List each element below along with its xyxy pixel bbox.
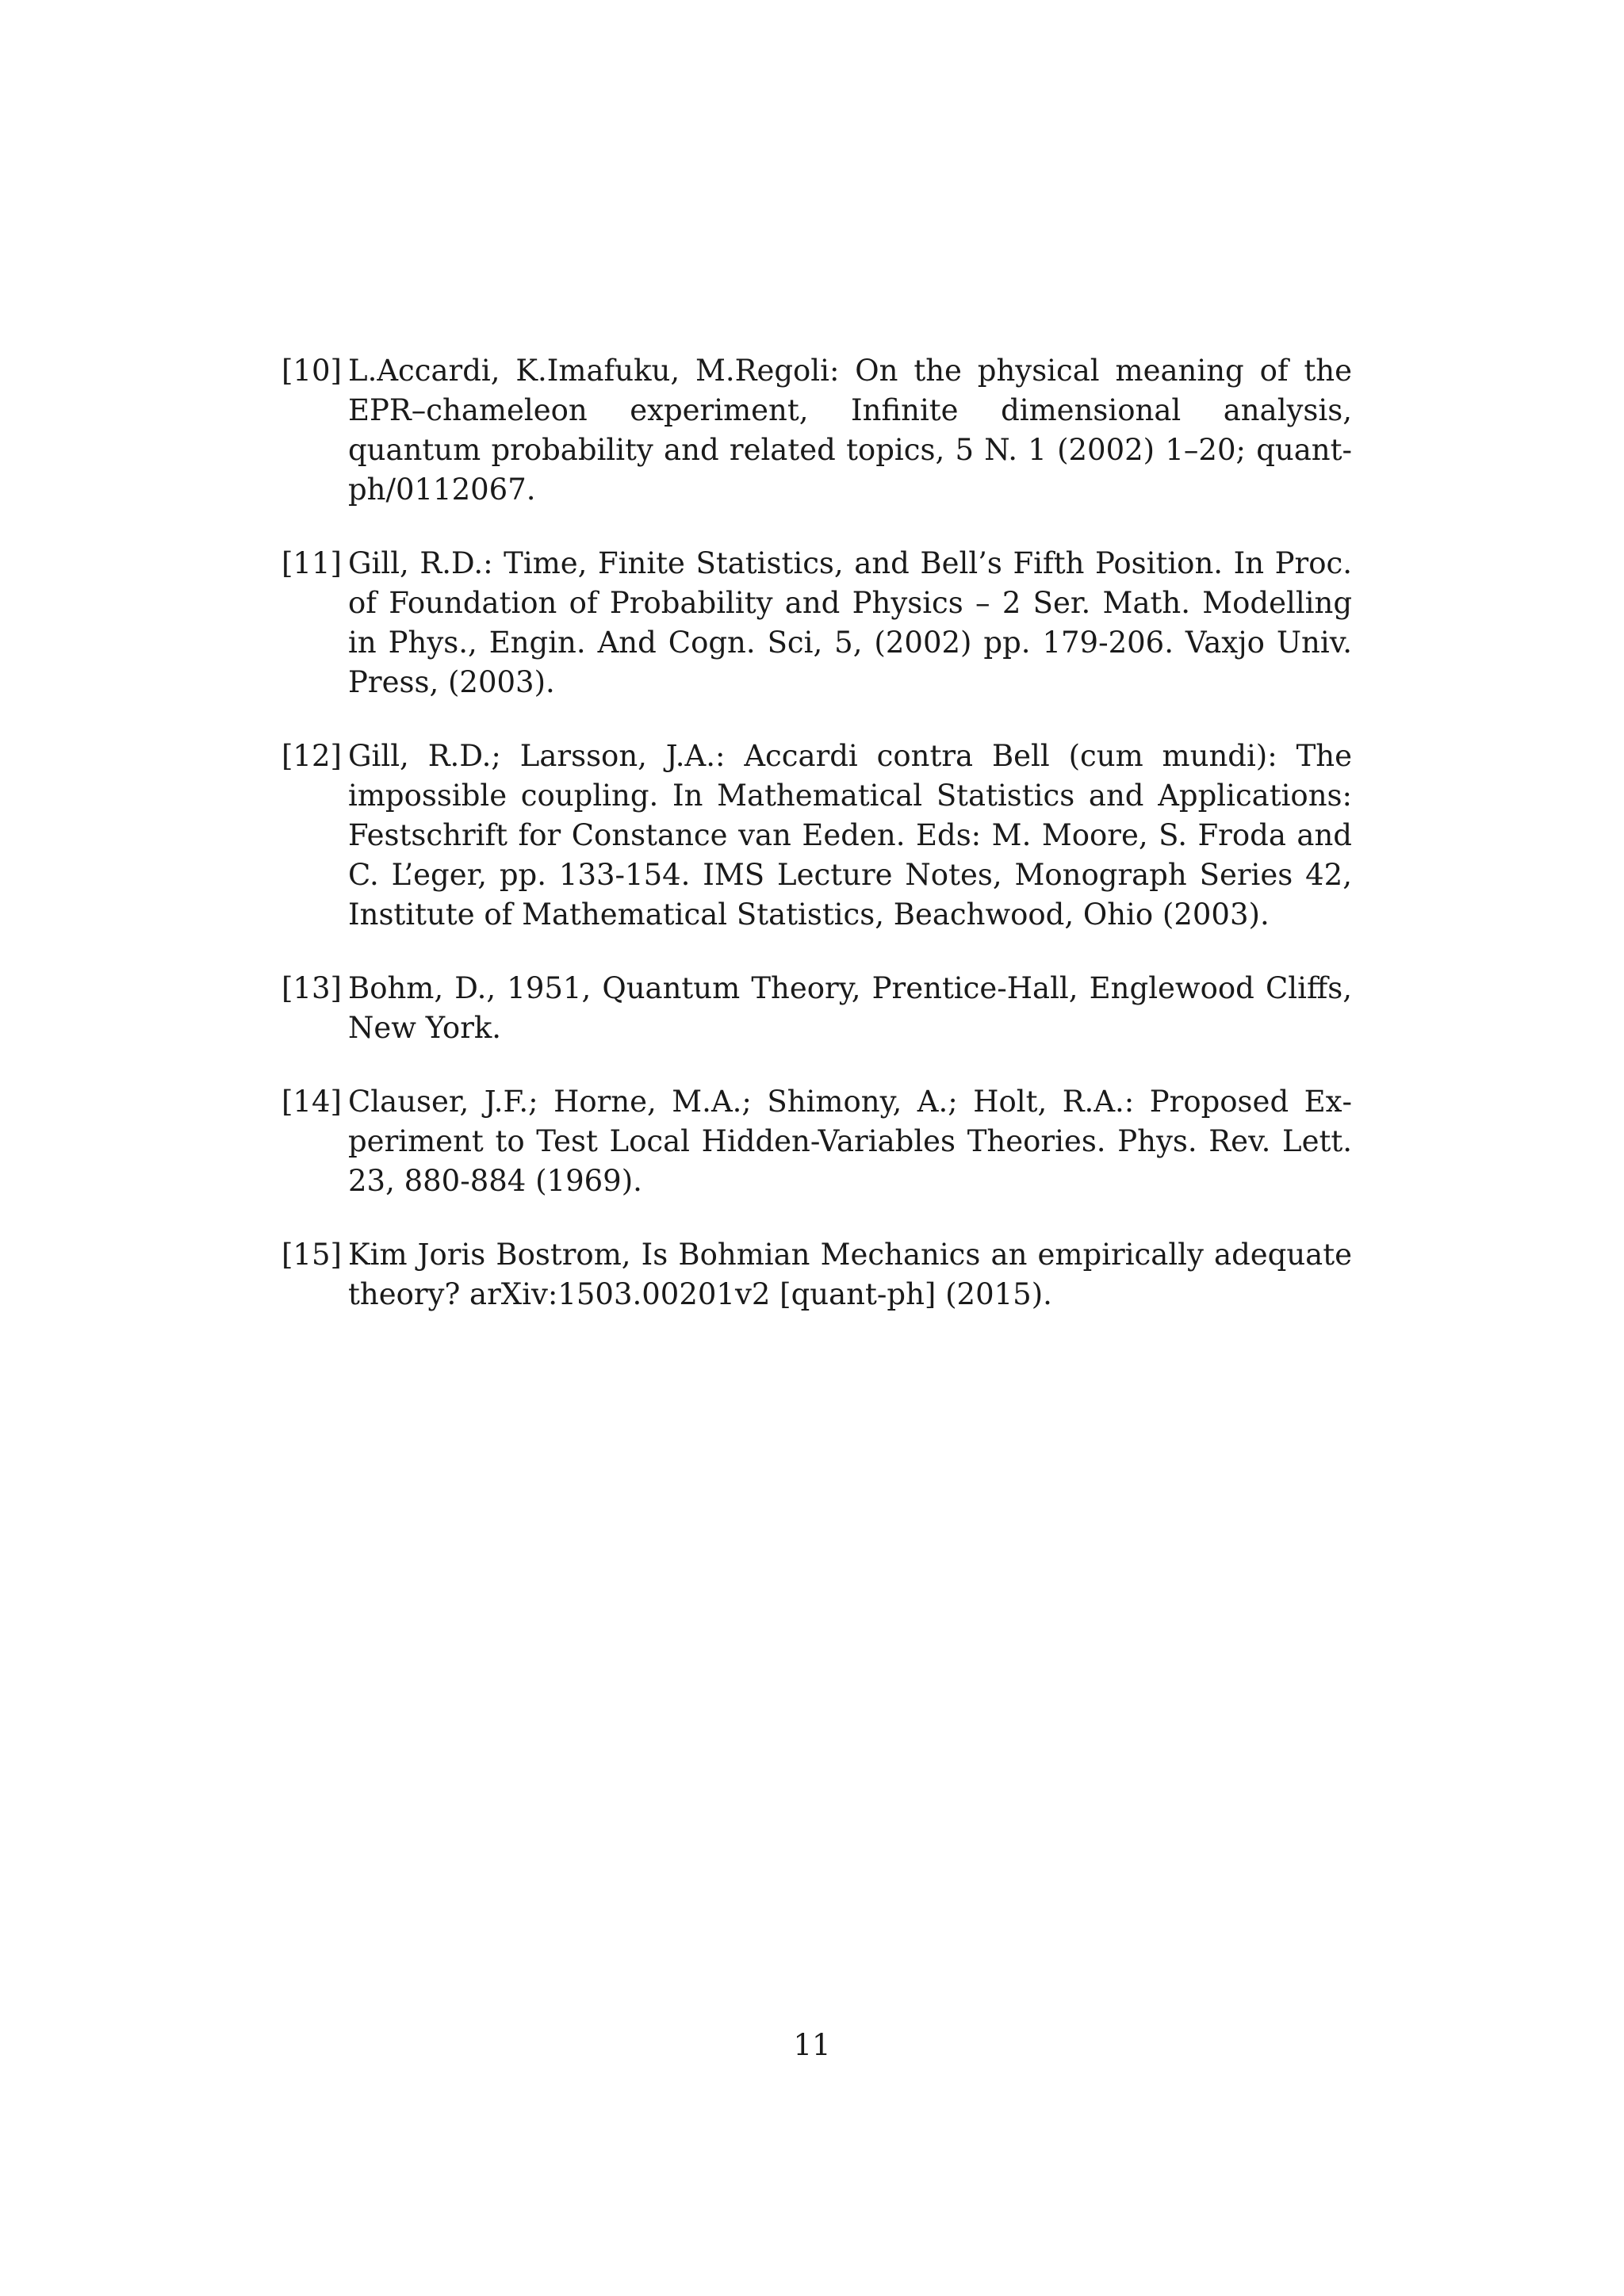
reference-item <box>282 737 1352 935</box>
reference-number: [11] <box>282 546 342 580</box>
reference-item <box>282 1082 1352 1201</box>
reference-text: Gill, R.D.: Time, Finite Statistics, and Bell’s Fifth Position. In Proc. of Foundation of Probability and Physics – 2 Ser. Math. Modelling in Phys., Engin. And Cogn. Sci, 5, (2002) pp. 179-206. Vaxjo Univ. Press, (2003). <box>348 546 1352 699</box>
reference-text: Gill, R.D.; Larsson, J.A.: Accardi contra Bell (cum mundi): The impossible coupling. In Mathematical Statistics and Applications: Festschrift for Constance van Eeden. Eds: M. Moore, S. Froda and C. L’eger, pp. 133-154. IMS Lecture Notes, Monograph Series 42, Institute of Mathematical Statistics, Beachwood, Ohio (2003). <box>348 739 1352 932</box>
reference-item <box>282 1235 1352 1314</box>
reference-item <box>282 544 1352 702</box>
reference-item <box>282 969 1352 1048</box>
reference-list <box>282 351 1352 1349</box>
reference-number: [13] <box>282 971 342 1005</box>
reference-number: [14] <box>282 1085 342 1119</box>
reference-item <box>282 351 1352 510</box>
reference-text: Bohm, D., 1951, Quantum Theory, Prentice-Hall, Englewood Cliffs, New York. <box>348 971 1352 1045</box>
reference-number: [15] <box>282 1238 342 1272</box>
reference-text: Kim Joris Bostrom, Is Bohmian Mechanics an empirically adequate theory? arXiv:1503.00201v2 [quant-ph] (2015). <box>348 1238 1352 1311</box>
reference-text: Clauser, J.F.; Horne, M.A.; Shimony, A.; Holt, R.A.: Proposed Experiment to Test Local Hidden-Variables Theories. Phys. Rev. Lett. 23, 880-884 (1969). <box>348 1085 1352 1198</box>
reference-number: [12] <box>282 739 342 773</box>
reference-text: L.Accardi, K.Imafuku, M.Regoli: On the physical meaning of the EPR–chameleon experiment, Infinite dimensional analysis, quantum probability and related topics, 5 N. 1 (2002) 1–20; quant-ph/0112067. <box>348 354 1352 507</box>
reference-number: [10] <box>282 354 342 388</box>
page-number: 11 <box>793 2028 831 2062</box>
